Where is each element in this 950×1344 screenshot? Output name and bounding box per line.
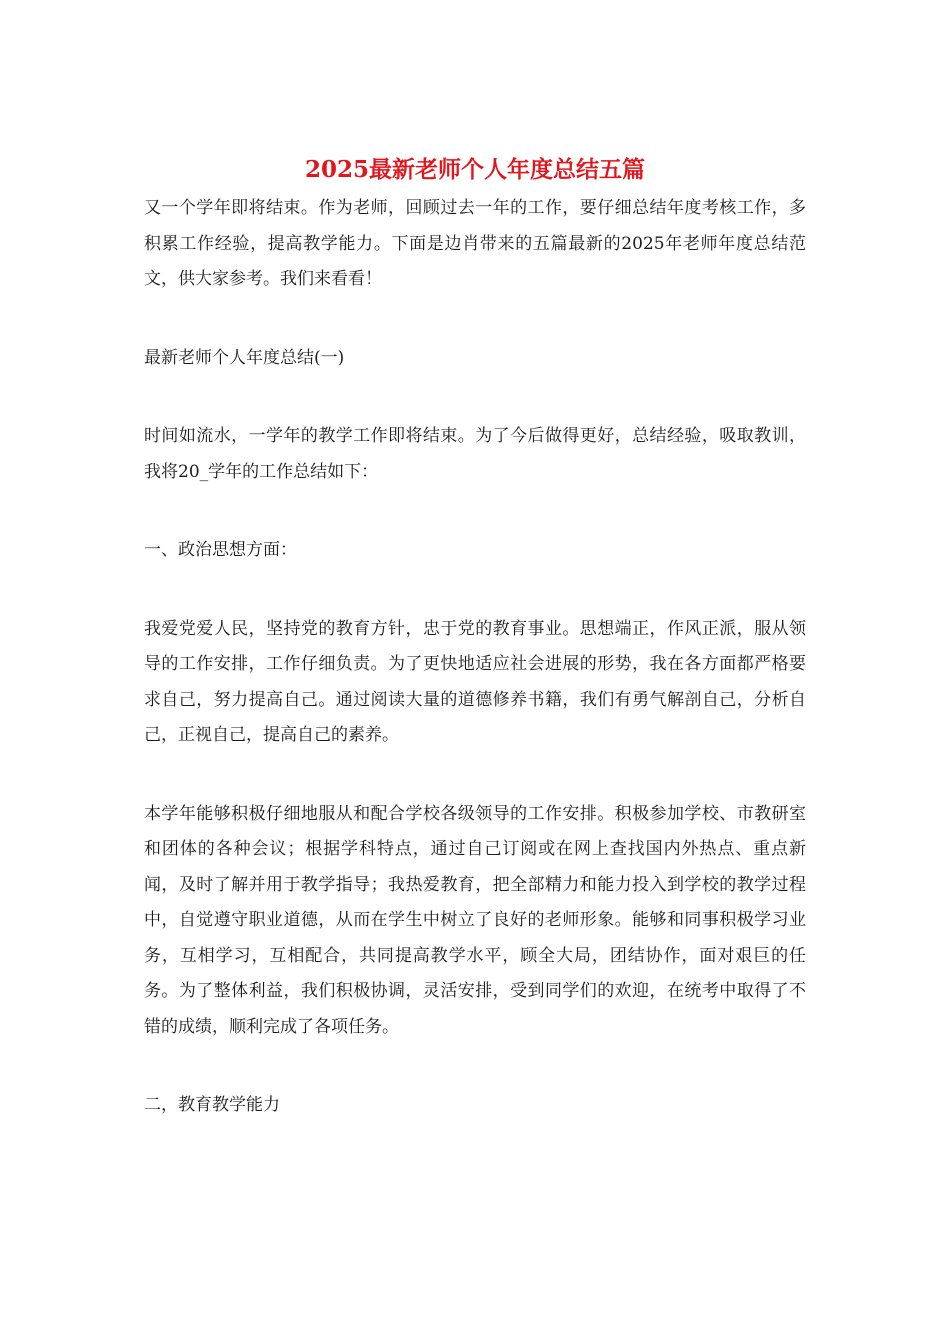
- body-paragraph: 时间如流水，一学年的教学工作即将结束。为了今后做得更好，总结经验，吸取教训，我将20_学年的工作总结如下：: [144, 426, 806, 482]
- section-heading-1: 最新老师个人年度总结(一): [144, 347, 345, 368]
- subsection-heading-teaching: 二，教育教学能力: [144, 1095, 280, 1115]
- page-title: 2025最新老师个人年度总结五篇: [304, 156, 645, 183]
- body-paragraph: 本学年能够积极仔细地服从和配合学校各级领导的工作安排。积极参加学校、市教研室和团体的各种会议；根据学科特点，通过自己订阅或在网上查找国内外热点、重点新闻，及时了解并用于教学指导；我热爱教育，把全部精力和能力投入到学校的教学过程中，自觉遵守职业道德，从而在学生中树立了良好的老师形象。能够和同事积极学习业务，互相学习，互相配合，共同提高教学水平，顾全大局，团结协作，面对艰巨的任务。为了整体利益，我们积极协调，灵活安排，受到同学们的欢迎，在统考中取得了不错的成绩，顺利完成了各项任务。: [144, 803, 806, 1037]
- subsection-heading-politics: 一、政治思想方面：: [144, 540, 297, 560]
- body-paragraph: 我爱党爱人民，坚持党的教育方针，忠于党的教育事业。思想端正，作风正派，服从领导的工作安排，工作仔细负责。为了更快地适应社会进展的形势，我在各方面都严格要求自己，努力提高自己。通过阅读大量的道德修养书籍，我们有勇气解剖自己，分析自己，正视自己，提高自己的素养。: [144, 618, 806, 745]
- intro-paragraph: 又一个学年即将结束。作为老师，回顾过去一年的工作，要仔细总结年度考核工作，多积累工作经验，提高教学能力。下面是边肖带来的五篇最新的2025年老师年度总结范文，供大家参考。我们来看看！: [144, 198, 806, 289]
- document-body: [144, 191, 806, 1167]
